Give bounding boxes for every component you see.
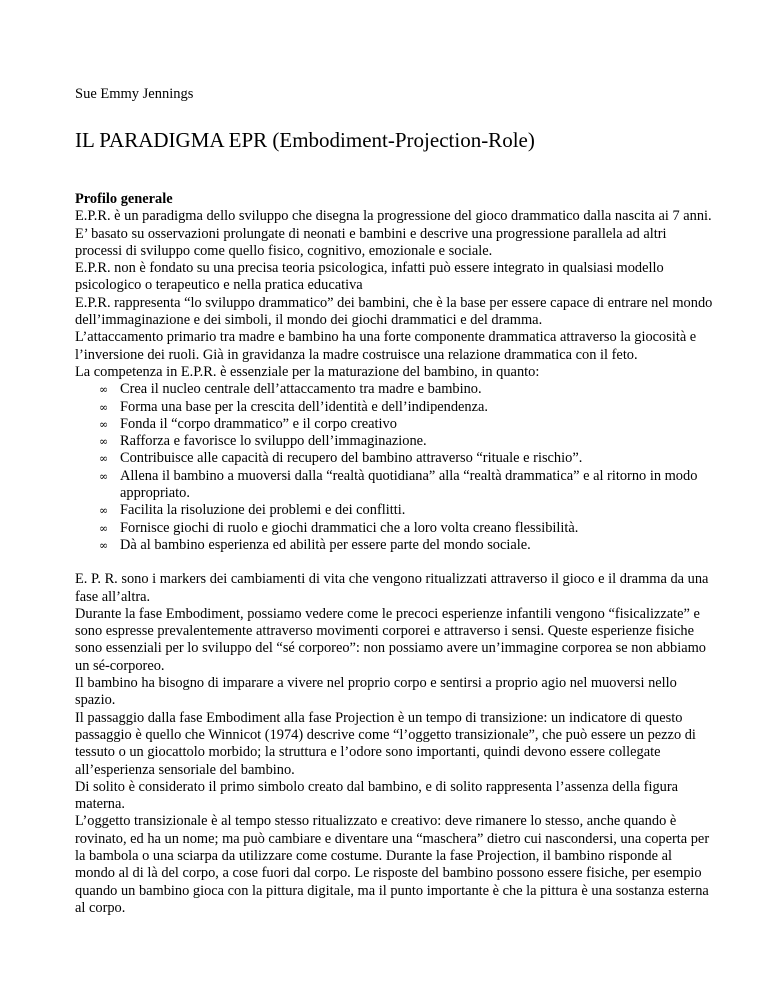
author-name: Sue Emmy Jennings: [75, 86, 194, 102]
list-item-text: Dà al bambino esperienza ed abilità per essere parte del mondo sociale.: [120, 536, 531, 553]
paragraph: Di solito è considerato il primo simbolo creato dal bambino, e di solito rappresenta l’assenza della figura materna.: [75, 778, 679, 813]
list-item-text: Contribuisce alle capacità di recupero del bambino attraverso “rituale e rischio”.: [120, 450, 583, 467]
infinity-bullet-icon: ∞: [99, 417, 109, 431]
paragraph: E.P.R. rappresenta “lo sviluppo drammatico” dei bambini, che è la base per essere capace di entrare nel mondo dell’immaginazione e dei simboli, il mondo dei giochi drammatici e del dramma.: [75, 294, 713, 329]
list-item: [99, 450, 715, 467]
paragraph: La competenza in E.P.R. è essenziale per la maturazione del bambino, in quanto:: [75, 363, 540, 380]
list-item: [99, 502, 715, 519]
paragraph: Durante la fase Embodiment, possiamo vedere come le precoci esperienze infantili vengono “fisicalizzate” e sono espresse prevalentemente attraverso movimenti corporei e attraverso i sensi. Queste esperienze fisiche sono essenziali per lo sviluppo del “sé corporeo”: non possiamo avere un’immagine corporea se non abbiamo un sé-corporeo.: [75, 605, 707, 674]
list-item: [99, 416, 715, 433]
list-item: [99, 520, 715, 537]
list-item: [99, 433, 715, 450]
list-item: [99, 537, 715, 554]
paragraph: L’oggetto transizionale è al tempo stesso ritualizzato e creativo: deve rimanere lo stesso, anche quando è rovinato, ed ha un nome; ma può cambiare e diventare una “maschera” dietro cui nascondersi, una coperta per la bambola o una sciarpa da utilizzare come costume. Durante la fase Projection, il bambino risponde al mondo al di là del corpo, a cose fuori dal corpo. Le risposte del bambino possono essere fisiche, per esempio quando un bambino gioca con la pittura digitale, ma il punto importante è che la pittura è una sostanza esterna al corpo.: [75, 813, 710, 916]
paragraph: L’attaccamento primario tra madre e bambino ha una forte componente drammatica attraverso la giocosità e l’inversione dei ruoli. Già in gravidanza la madre costruisce una relazione drammatica con il feto.: [75, 329, 697, 363]
list-item-text: Fonda il “corpo drammatico” e il corpo creativo: [120, 415, 397, 432]
list-item-text: Facilita la risoluzione dei problemi e dei conflitti.: [120, 502, 406, 519]
paragraph: Il bambino ha bisogno di imparare a vivere nel proprio corpo e sentirsi a proprio agio nel muoversi nello spazio.: [75, 675, 677, 709]
infinity-bullet-icon: ∞: [99, 452, 109, 466]
paragraph: E.P.R. è un paradigma dello sviluppo che disegna la progressione del gioco drammatico dalla nascita ai 7 anni. E’ basato su osservazioni prolungate di neonati e bambini e descrive una progressione parallela ad altri processi di sviluppo come quello fisico, cognitivo, emozionale e sociale.: [75, 208, 712, 259]
paragraph: E.P.R. non è fondato su una precisa teoria psicologica, infatti può essere integrato in qualsiasi modello psicologico o terapeutico e nella pratica educativa: [75, 260, 664, 294]
list-item-text: Fornisce giochi di ruolo e giochi drammatici che a loro volta creano flessibilità.: [120, 519, 579, 536]
list-item-text: Forma una base per la crescita dell’identità e dell’indipendenza.: [120, 398, 489, 415]
list-item-text: Crea il nucleo centrale dell’attaccamento tra madre e bambino.: [120, 381, 482, 398]
list-item: [99, 399, 715, 416]
list-item-text: Rafforza e favorisce lo sviluppo dell’immaginazione.: [120, 433, 427, 450]
bullet-list: [75, 381, 715, 554]
list-item: [99, 468, 715, 503]
paragraph: E. P. R. sono i markers dei cambiamenti di vita che vengono ritualizzati attraverso il gioco e il dramma da una fase all’altra.: [75, 571, 709, 605]
infinity-bullet-icon: ∞: [99, 521, 109, 535]
list-item-text: Allena il bambino a muoversi dalla “realtà quotidiana” alla “realtà drammatica” e al ritorno in modo appropriato.: [120, 467, 698, 502]
section-heading: Profilo generale: [75, 191, 173, 207]
infinity-bullet-icon: ∞: [99, 435, 109, 449]
infinity-bullet-icon: ∞: [99, 538, 109, 552]
paragraph: Il passaggio dalla fase Embodiment alla fase Projection è un tempo di transizione: un indicatore di questo passaggio è quello che Winnicot (1974) descrive come “l’oggetto transizionale”, che può essere un pezzo di tessuto o un giocattolo morbido; la struttura e l’odore sono importanti, quindi devono essere collegate all’esperienza sensoriale del bambino.: [75, 709, 696, 778]
list-item: [99, 381, 715, 398]
infinity-bullet-icon: ∞: [99, 383, 109, 397]
infinity-bullet-icon: ∞: [99, 504, 109, 518]
paragraph-spacer: [75, 554, 715, 571]
infinity-bullet-icon: ∞: [99, 400, 109, 414]
infinity-bullet-icon: ∞: [99, 469, 109, 483]
document-body: [75, 191, 715, 917]
document-title: IL PARADIGMA EPR (Embodiment-Projection-Role): [75, 128, 535, 152]
